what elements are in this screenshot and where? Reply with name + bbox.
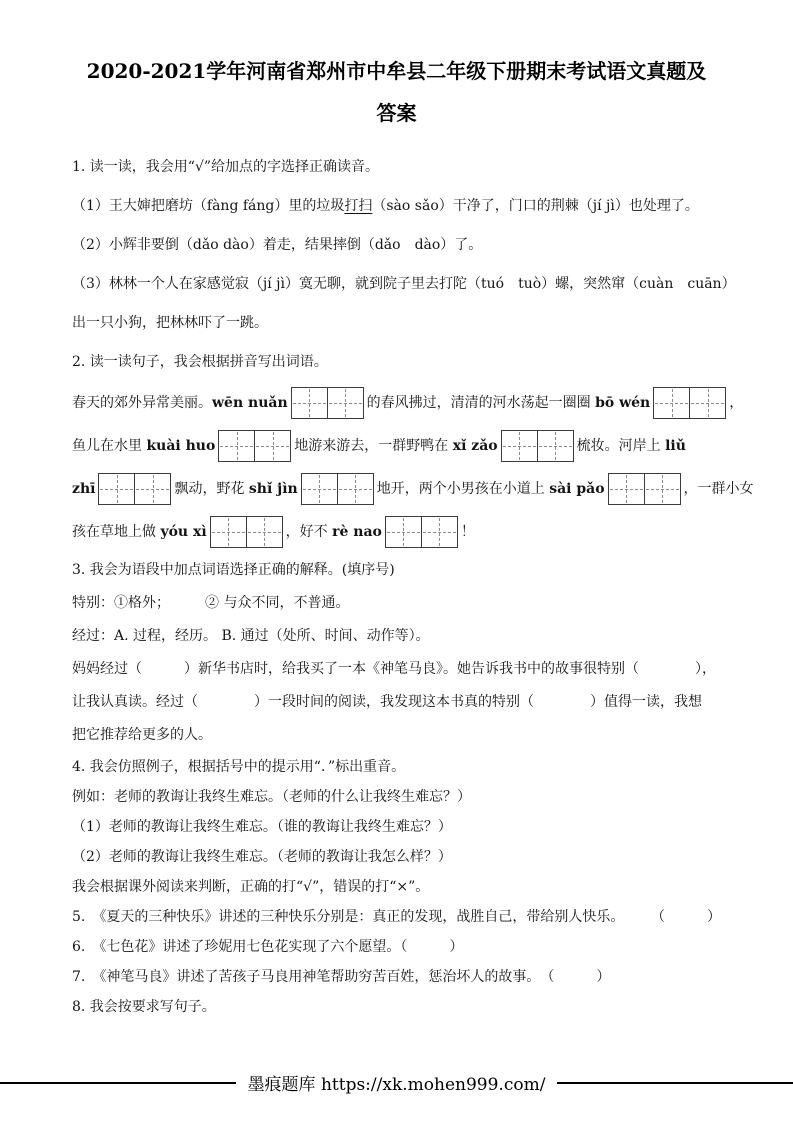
pinyin-cell — [689, 388, 725, 418]
text-run: 3. 我会为语段中加点词语选择正确的解释。(填序号) — [72, 562, 395, 578]
footer-rule-left — [0, 1082, 236, 1084]
text-run: （3）林林一个人在家感觉寂（jí jì）寞无聊，就到院子里去打陀（tuó tuò）螺，突然窜（cuàn cuān） — [72, 276, 736, 292]
pinyin-cell — [644, 474, 680, 504]
q3-definition-jingguo — [72, 620, 721, 653]
q5 — [72, 902, 721, 932]
pinyin-prompt: bō wén — [595, 395, 651, 411]
pinyin-prompt: xǐ zǎo — [452, 438, 498, 454]
q2-instruction — [72, 343, 721, 382]
pinyin-cell — [327, 388, 363, 418]
text-run: 6. 《七色花》讲述了珍妮用七色花实现了六个愿望。（ ） — [72, 939, 464, 955]
text-run: （1）老师的教诲让我终生难忘。（谁的教诲让我终生难忘？） — [72, 819, 452, 835]
pinyin-prompt: rè nao — [332, 524, 382, 540]
q5-7-instruction — [72, 872, 721, 902]
pinyin-cell — [609, 474, 644, 504]
pinyin-cell — [502, 431, 537, 461]
text-run: ，好不 — [285, 524, 333, 540]
q3-passage-line-2 — [72, 686, 721, 719]
answer-paren: （ ） — [651, 909, 721, 925]
pinyin-cell — [302, 474, 337, 504]
text-run: ，一群小女 — [683, 481, 754, 497]
pinyin-prompt: shǐ jìn — [248, 481, 298, 497]
q6 — [72, 932, 721, 962]
text-run: 妈妈经过（ ）新华书店时，给我买了一本《神笔马良》。她告诉我书中的故事很特别（ ）， — [72, 661, 716, 677]
q2-passage-line-1 — [72, 382, 744, 425]
pinyin-cell — [219, 431, 254, 461]
text-run: 的春风拂过，清清的河水荡起一圈圈 — [366, 395, 596, 411]
text-run: 把它推荐给更多的人。 — [72, 727, 212, 743]
line-text — [72, 902, 624, 932]
text-run: 特别：①格外； ② 与众不同，不普通。 — [72, 595, 350, 611]
q1-item-3-line-1 — [72, 265, 736, 304]
q3-definition-tebie — [72, 587, 721, 620]
q7 — [72, 962, 721, 992]
pinyin-prompt: sài pǎo — [549, 481, 605, 497]
q1-item-3-line-2 — [72, 304, 721, 343]
pinyin-prompt: wēn nuǎn — [212, 395, 288, 411]
q3-passage-line-3 — [72, 719, 721, 752]
text-run: 孩在草地上做 — [72, 524, 161, 540]
title-line-2: 答案 — [376, 101, 417, 125]
text-run: 7. 《神笔马良》讲述了苦孩子马良用神笔帮助穷苦百姓，惩治坏人的故事。 （ ） — [72, 969, 611, 985]
q1-instruction — [72, 148, 721, 187]
q2-passage-line-4 — [72, 511, 721, 554]
q4-instruction — [72, 752, 721, 782]
text-run: 4. 我会仿照例子，根据括号中的提示用“．”标出重音。 — [72, 759, 406, 775]
footer-rule-right — [557, 1082, 793, 1084]
pinyin-answer-box — [210, 516, 283, 548]
q4-item-2 — [72, 842, 721, 872]
q1-item-2 — [72, 226, 721, 265]
document-body — [72, 148, 754, 1022]
pinyin-cell — [654, 388, 689, 418]
text-run: 1. 读一读，我会用“√”给加点的字选择正确读音。 — [72, 159, 380, 175]
text-run: 地开，两个小男孩在小道上 — [376, 481, 550, 497]
page-title — [72, 50, 721, 134]
pinyin-cell — [246, 517, 282, 547]
pinyin-prompt: liǔ — [665, 438, 686, 454]
pinyin-prompt: kuài huo — [146, 438, 216, 454]
text-run: 例如：老师的教诲让我终生难忘。（老师的什么让我终生难忘？） — [72, 789, 471, 805]
text-run: 2. 读一读句子，我会根据拼音写出词语。 — [72, 354, 328, 370]
pinyin-prompt: zhī — [72, 481, 96, 497]
pinyin-cell — [386, 517, 421, 547]
text-run: （sào sǎo）干净了，门口的荆棘（jí jì）也处理了。 — [372, 198, 699, 214]
q8 — [72, 992, 721, 1022]
pinyin-prompt: yóu xì — [160, 524, 207, 540]
pinyin-cell — [337, 474, 373, 504]
q3-instruction — [72, 554, 721, 587]
text-run: 地游来游去，一群野鸭在 — [294, 438, 453, 454]
text-run: 飘动，野花 — [174, 481, 249, 497]
text-run: ！ — [460, 524, 475, 540]
text-run: ， — [729, 395, 744, 411]
q4-example — [72, 782, 721, 812]
pinyin-answer-box — [653, 387, 726, 419]
pinyin-answer-box — [291, 387, 364, 419]
text-run: （2）老师的教诲让我终生难忘。（老师的教诲让我怎么样？） — [72, 849, 452, 865]
text-run: 经过：A. 过程，经历。 B. 通过（处所、时间、动作等）。 — [72, 628, 430, 644]
pinyin-cell — [421, 517, 457, 547]
pinyin-cell — [254, 431, 290, 461]
q2-passage-line-2 — [72, 425, 721, 468]
q3-passage-line-1 — [72, 653, 721, 686]
text-run: 我会根据课外阅读来判断，正确的打“√”，错误的打“×”。 — [72, 879, 430, 895]
text-run: 5. 《夏天的三种快乐》讲述的三种快乐分别是：真正的发现，战胜自己，带给别人快乐。 — [72, 909, 625, 925]
text-run: （1）王大婶把磨坊（fàng fáng）里的垃圾 — [72, 198, 345, 214]
text-run: 鱼儿在水里 — [72, 438, 147, 454]
text-run: 8. 我会按要求写句子。 — [72, 999, 216, 1015]
page-footer — [0, 1070, 793, 1095]
pinyin-answer-box — [608, 473, 681, 505]
pinyin-cell — [537, 431, 573, 461]
text-run: 春天的郊外异常美丽。 — [72, 395, 212, 411]
q1-item-1 — [72, 187, 721, 226]
text-run: 梳妆。河岸上 — [576, 438, 666, 454]
pinyin-cell — [99, 474, 134, 504]
pinyin-answer-box — [98, 473, 171, 505]
q4-item-1 — [72, 812, 721, 842]
pinyin-cell — [292, 388, 327, 418]
pinyin-answer-box — [218, 430, 291, 462]
footer-text: 墨痕题库 https://xk.mohen999.com/ — [247, 1075, 546, 1095]
pinyin-answer-box — [301, 473, 374, 505]
dotted-word: 打扫 — [344, 198, 373, 214]
text-run: 让我认真读。经过（ ）一段时间的阅读，我发现这本书真的特别（ ）值得一读，我想 — [72, 694, 702, 710]
text-run: （2）小辉非要倒（dǎo dào）着走，结果摔倒（dǎo dào）了。 — [72, 237, 483, 253]
pinyin-cell — [134, 474, 170, 504]
title-line-1: 2020-2021学年河南省郑州市中牟县二年级下册期末考试语文真题及 — [86, 59, 707, 83]
text-run: 出一只小狗，把林林吓了一跳。 — [72, 315, 268, 331]
pinyin-answer-box — [385, 516, 458, 548]
q2-passage-line-3 — [72, 468, 754, 511]
pinyin-cell — [211, 517, 246, 547]
pinyin-answer-box — [501, 430, 574, 462]
